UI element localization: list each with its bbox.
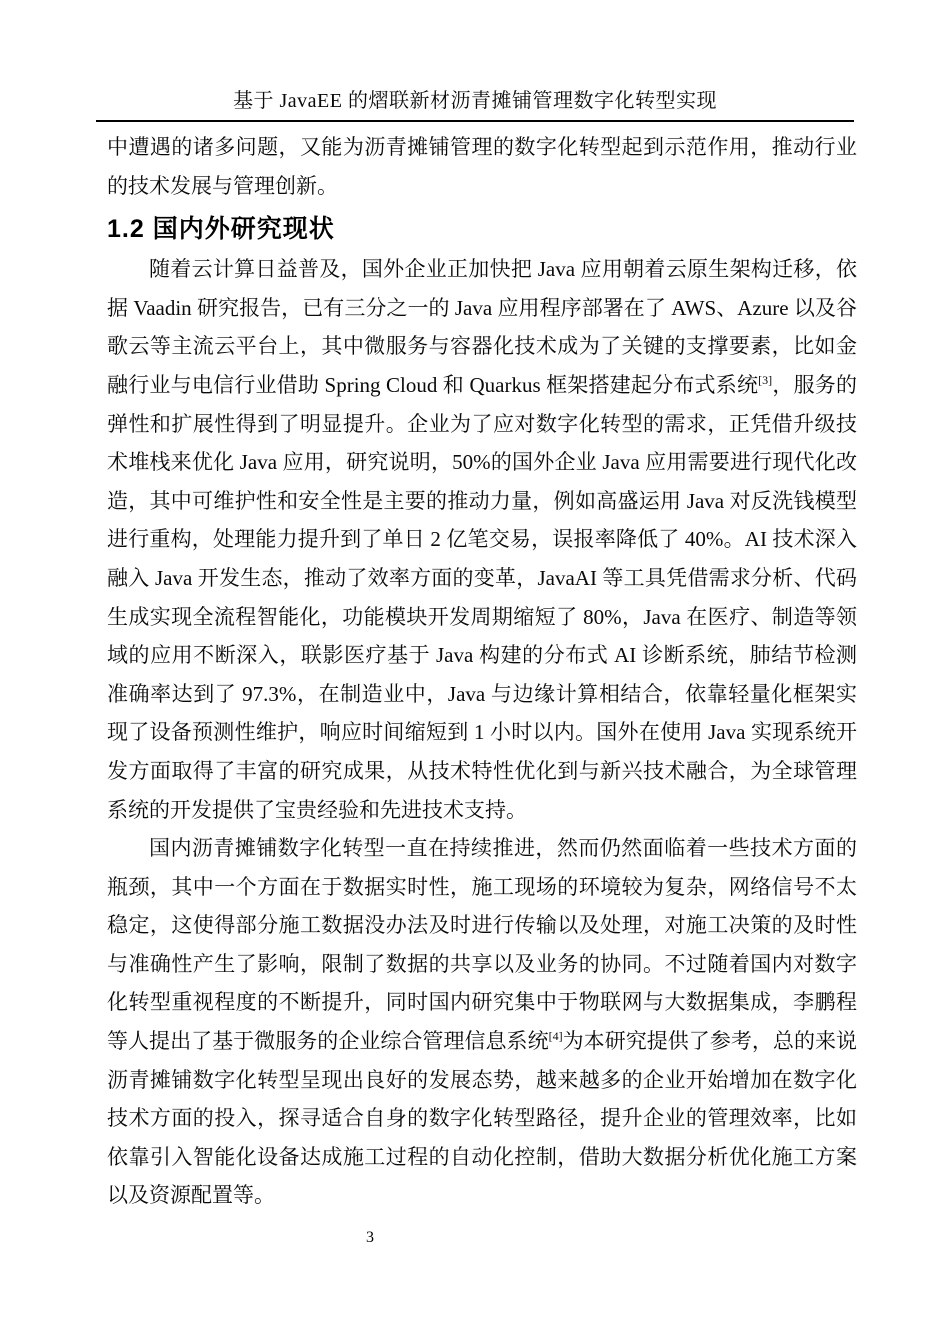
running-header-title: 基于 JavaEE 的熠联新材沥青摊铺管理数字化转型实现 — [96, 84, 854, 122]
paragraph: 中遭遇的诸多问题，又能为沥青摊铺管理的数字化转型起到示范作用，推动行业的技术发展与管理创新。 — [107, 135, 857, 198]
page-number: 3 — [366, 1229, 374, 1246]
citation-superscript: [4] — [548, 1029, 563, 1044]
page-body — [107, 128, 857, 1215]
paragraph: 国内沥青摊铺数字化转型一直在持续推进，然而仍然面临着一些技术方面的瓶颈，其中一个方面在于数据实时性，施工现场的环境较为复杂，网络信号不太稳定，这使得部分施工数据没办法及时进行传输以及处理，对施工决策的及时性与准确性产生了影响，限制了数据的共享以及业务的协同。不过随着国内对数字化转型重视程度的不断提升，同时国内研究集中于物联网与大数据集成，李鹏程等人提出了基于微服务的企业综合管理信息系统[4]为本研究提供了参考，总的来说沥青摊铺数字化转型呈现出良好的发展态势，越来越多的企业开始增加在数字化技术方面的投入，探寻适合自身的数字化转型路径，提升企业的管理效率，比如依靠引入智能化设备达成施工过程的自动化控制，借助大数据分析优化施工方案以及资源配置等。 — [107, 836, 858, 1208]
citation-superscript: [3] — [758, 372, 773, 387]
section-heading: 1.2 国内外研究现状 — [107, 215, 335, 244]
paragraph: 随着云计算日益普及，国外企业正加快把 Java 应用朝着云原生架构迁移，依据 Vaadin 研究报告，已有三分之一的 Java 应用程序部署在了 AWS、Azure 以及谷歌云等主流云平台上，其中微服务与容器化技术成为了关键的支撑要素，比如金融行业与电信行业借助 Spring Cloud 和 Quarkus 框架搭建起分布式系统[3]，服务的弹性和扩展性得到了明显提升。企业为了应对数字化转型的需求，正凭借升级技术堆栈来优化 Java 应用，研究说明，50%的国外企业 Java 应用需要进行现代化改造，其中可维护性和安全性是主要的推动力量，例如高盛运用 Java 对反洗钱模型进行重构，处理能力提升到了单日 2 亿笔交易，误报率降低了 40%。AI 技术深入融入 Java 开发生态，推动了效率方面的变革，JavaAI 等工具凭借需求分析、代码生成实现全流程智能化，功能模块开发周期缩短了 80%，Java 在医疗、制造等领域的应用不断深入，联影医疗基于 Java 构建的分布式 AI 诊断系统，肺结节检测准确率达到了 97.3%，在制造业中，Java 与边缘计算相结合，依靠轻量化框架实现了设备预测性维护，响应时间缩短到 1 小时以内。国外在使用 Java 实现系统开发方面取得了丰富的研究成果，从技术特性优化到与新兴技术融合，为全球管理系统的开发提供了宝贵经验和先进技术支持。 — [107, 257, 858, 822]
